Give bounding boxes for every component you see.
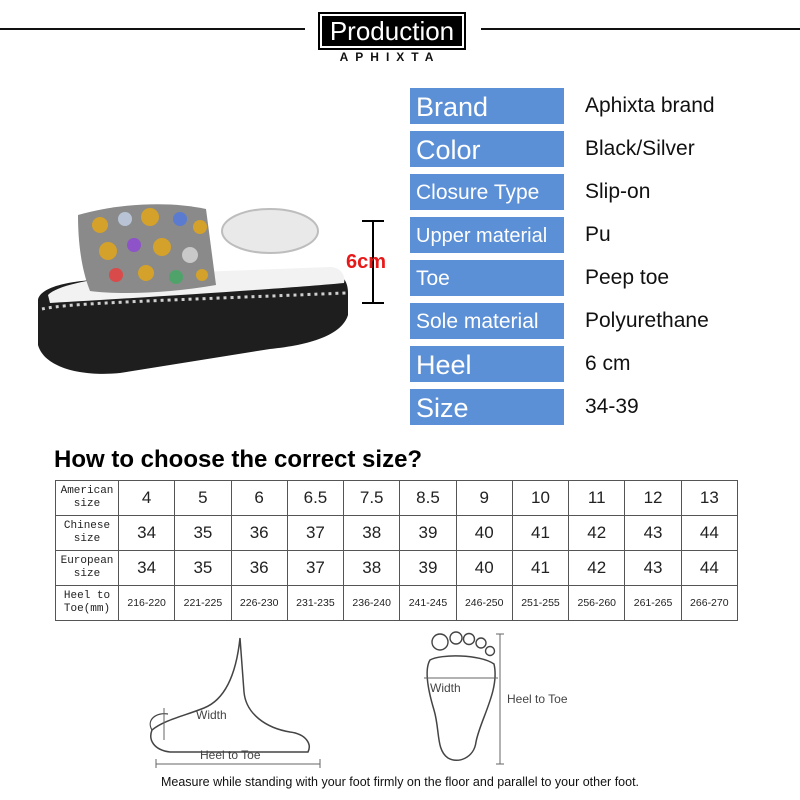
size-row-label-line2: size	[73, 568, 101, 580]
size-row-label-line2: Toe(mm)	[63, 603, 111, 615]
size-row-label-line2: size	[73, 498, 101, 510]
size-cell: 261-265	[625, 586, 681, 621]
size-cell: 38	[344, 516, 400, 551]
size-cell: 266-270	[681, 586, 737, 621]
size-cell: 39	[400, 516, 456, 551]
size-cell: 6.5	[287, 481, 343, 516]
size-cell: 13	[681, 481, 737, 516]
header-rule-left	[0, 28, 305, 30]
size-cell: 44	[681, 516, 737, 551]
size-cell: 9	[456, 481, 512, 516]
spec-key: Heel	[410, 346, 564, 382]
top-heel-to-toe-label: Heel to Toe	[507, 692, 568, 706]
size-row-label-line1: American	[60, 485, 114, 497]
size-cell: 37	[287, 516, 343, 551]
size-cell: 7.5	[344, 481, 400, 516]
size-cell: 12	[625, 481, 681, 516]
spec-row-brand	[410, 88, 790, 124]
shoe-image	[30, 175, 350, 395]
size-cell: 256-260	[569, 586, 625, 621]
spec-key: Upper material	[410, 217, 564, 253]
header-rule-right	[481, 28, 800, 30]
size-cell: 43	[625, 551, 681, 586]
foot-side-diagram	[140, 628, 330, 768]
size-row	[56, 586, 738, 621]
heel-height-marker-bottom	[362, 302, 384, 304]
size-cell: 11	[569, 481, 625, 516]
size-cell: 241-245	[400, 586, 456, 621]
heel-height-marker-top	[362, 220, 384, 222]
spec-key: Sole material	[410, 303, 564, 339]
size-cell: 36	[231, 516, 287, 551]
side-width-label: Width	[196, 708, 227, 722]
spec-value: Black/Silver	[585, 137, 695, 160]
size-cell: 5	[175, 481, 231, 516]
measure-instruction: Measure while standing with your foot firmly on the floor and parallel to your other foot.	[160, 775, 640, 789]
spec-key: Color	[410, 131, 564, 167]
size-guide-title: How to choose the correct size?	[54, 446, 423, 473]
size-cell: 34	[119, 551, 175, 586]
size-cell: 36	[231, 551, 287, 586]
size-cell: 251-255	[512, 586, 568, 621]
top-width-label: Width	[430, 681, 461, 695]
spec-row-closure-type	[410, 174, 790, 210]
size-cell: 39	[400, 551, 456, 586]
size-cell: 34	[119, 516, 175, 551]
size-cell: 236-240	[344, 586, 400, 621]
spec-row-sole-material	[410, 303, 790, 339]
spec-row-color	[410, 131, 790, 167]
size-row-header	[56, 586, 119, 621]
size-table	[55, 480, 738, 621]
size-cell: 40	[456, 551, 512, 586]
size-cell: 38	[344, 551, 400, 586]
header-subtitle: APHIXTA	[339, 50, 441, 64]
spec-value: Peep toe	[585, 266, 670, 289]
size-cell: 221-225	[175, 586, 231, 621]
size-row	[56, 516, 738, 551]
spec-value: Pu	[585, 223, 611, 246]
size-cell: 44	[681, 551, 737, 586]
size-cell: 37	[287, 551, 343, 586]
size-cell: 41	[512, 551, 568, 586]
size-cell: 231-235	[287, 586, 343, 621]
size-cell: 41	[512, 516, 568, 551]
size-cell: 216-220	[119, 586, 175, 621]
spec-key: Closure Type	[410, 174, 564, 210]
size-row	[56, 551, 738, 586]
spec-value: 6 cm	[585, 352, 631, 375]
size-row-header	[56, 551, 119, 586]
size-row-header	[56, 516, 119, 551]
size-cell: 10	[512, 481, 568, 516]
size-cell: 42	[569, 551, 625, 586]
size-row-label-line1: Chinese	[63, 520, 111, 532]
size-cell: 35	[175, 551, 231, 586]
spec-value: Aphixta brand	[585, 94, 715, 117]
size-cell: 42	[569, 516, 625, 551]
size-cell: 6	[231, 481, 287, 516]
header-title: Production	[318, 12, 466, 50]
size-cell: 8.5	[400, 481, 456, 516]
spec-key: Size	[410, 389, 564, 425]
size-row-label-line2: size	[73, 533, 101, 545]
size-cell: 40	[456, 516, 512, 551]
size-cell: 246-250	[456, 586, 512, 621]
size-cell: 4	[119, 481, 175, 516]
size-cell: 35	[175, 516, 231, 551]
spec-row-size	[410, 389, 790, 425]
spec-key: Toe	[410, 260, 564, 296]
spec-row-toe	[410, 260, 790, 296]
size-cell: 43	[625, 516, 681, 551]
spec-value: Slip-on	[585, 180, 651, 203]
size-row-label-line1: European	[60, 555, 114, 567]
side-heel-to-toe-label: Heel to Toe	[200, 748, 261, 762]
size-row	[56, 481, 738, 516]
spec-row-upper-material	[410, 217, 790, 253]
spec-row-heel	[410, 346, 790, 382]
spec-value: 34-39	[585, 395, 639, 418]
size-row-header	[56, 481, 119, 516]
size-row-label-line1: Heel to	[63, 590, 111, 602]
foot-top-diagram	[410, 630, 600, 770]
size-cell: 226-230	[231, 586, 287, 621]
spec-value: Polyurethane	[585, 309, 709, 332]
spec-key: Brand	[410, 88, 564, 124]
heel-height-label: 6cm	[346, 251, 387, 273]
